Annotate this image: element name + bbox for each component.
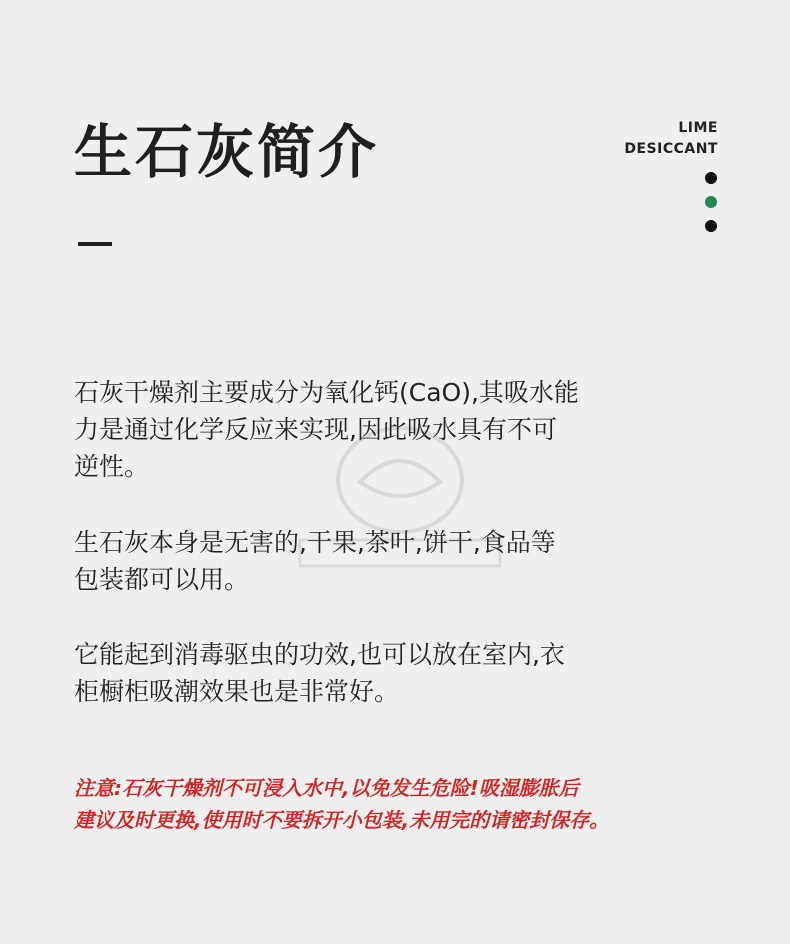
title-underline	[78, 242, 112, 246]
english-label-line2: DESICCANT	[624, 141, 718, 157]
english-label-line1: LIME	[678, 120, 718, 136]
intro-paragraph-3: 它能起到消毒驱虫的功效,也可以放在室内,衣 柜橱柜吸潮效果也是非常好。	[74, 640, 565, 706]
intro-paragraph-2: 生石灰本身是无害的,干果,茶叶,饼干,食品等 包装都可以用。	[74, 528, 556, 594]
intro-paragraph-1: 石灰干燥剂主要成分为氧化钙(CaO),其吸水能 力是通过化学反应来实现,因此吸水具有不可 逆性。	[74, 378, 579, 481]
english-label	[624, 118, 718, 160]
dot-3	[705, 220, 717, 232]
warning-notice: 注意:石灰干燥剂不可浸入水中,以免发生危险!吸湿膨胀后 建议及时更换,使用时不要拆开小包装,未用完的请密封保存。	[74, 776, 610, 832]
decorative-dots	[705, 172, 719, 244]
dot-2	[705, 196, 717, 208]
dot-1	[705, 172, 717, 184]
page-title: 生石灰简介	[74, 118, 380, 186]
